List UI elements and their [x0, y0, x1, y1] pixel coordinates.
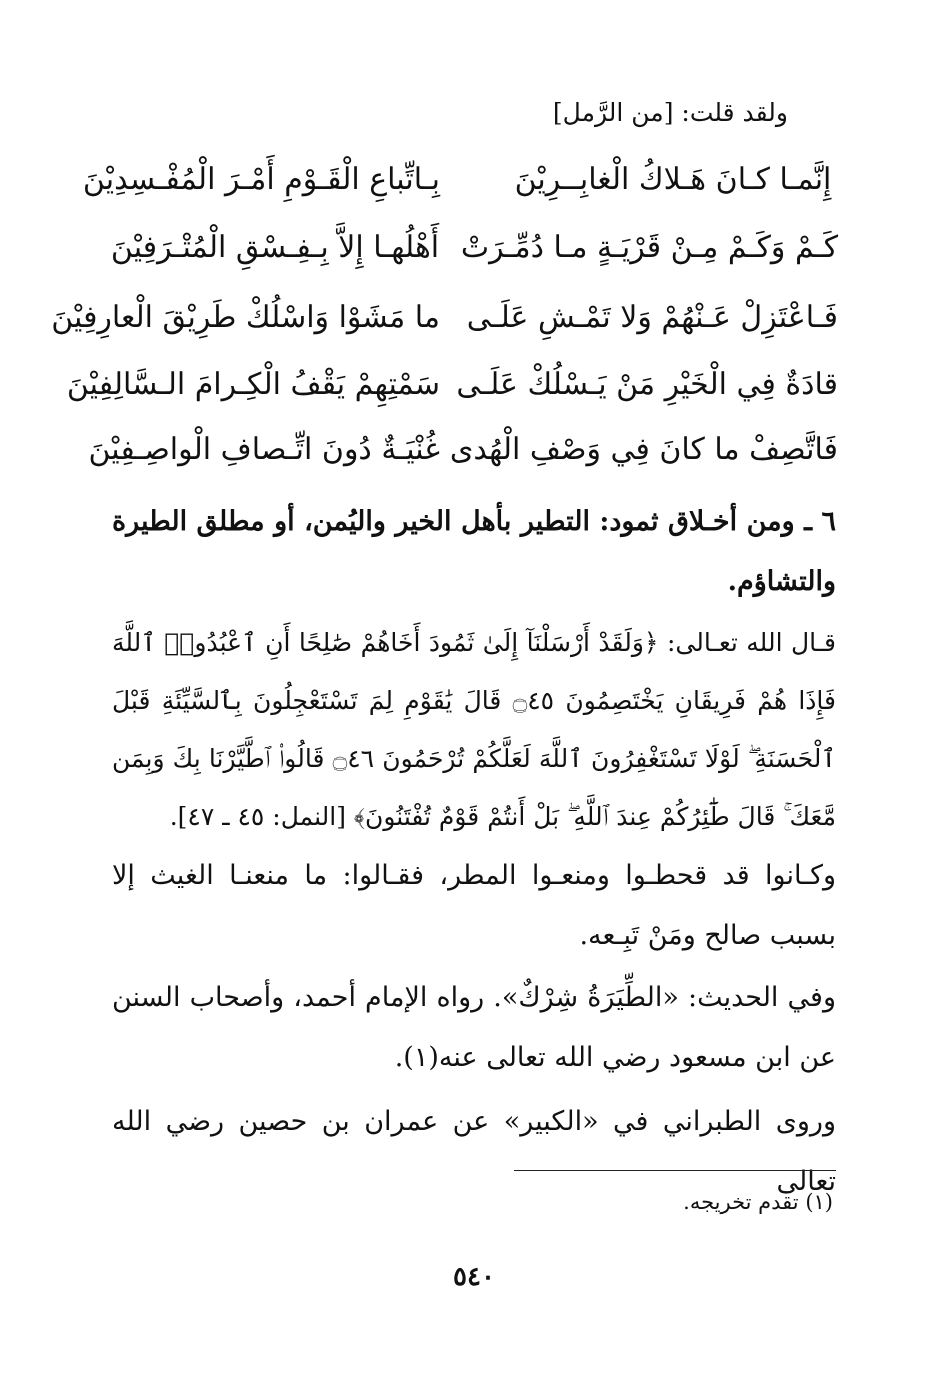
paragraph: وفي الحديث: «الطِّيَرَةُ شِرْكٌ». رواه الإمام أحمد، وأصحاب السنن عن ابن مسعود رضي الله تعالى عنه(١). [112, 982, 836, 1073]
footnote-separator [514, 1170, 836, 1171]
verse-second-hemistich: غُنْيَـةٌ دُونَ اتِّـصافِ الْواصِـفِيْنَ [88, 432, 440, 467]
verse-second-hemistich: بِـاتِّباعِ الْقَـوْمِ أَمْـرَ الْمُفْـسِدِيْنَ [82, 162, 440, 197]
verse-first-hemistich: إِنَّمـا كـانَ هَـلاكُ الْغابِــرِيْنَ [514, 162, 832, 197]
verse-first-hemistich: كَـمْ وَكَـمْ مِـنْ قَرْيَـةٍ مـا دُمِّـرَتْ [460, 230, 838, 265]
quran-passage [112, 614, 836, 846]
quran-intro: قـال الله تعـالى: [667, 628, 837, 657]
page-number: ٥٤٠ [453, 1262, 495, 1292]
verse-line [88, 420, 838, 480]
section-heading: ٦ ـ ومن أخـلاق ثمود: التطير بأهل الخير واليُمن، أو مطلق الطيرة والتشاؤم. [112, 506, 837, 597]
verse-line [51, 288, 838, 348]
verse-line [66, 355, 838, 415]
quran-verse: ﴿وَلَقَدْ أَرْسَلْنَآ إِلَىٰ ثَمُودَ أَخَاهُمْ صَٰلِحًا أَنِ ٱعْبُدُوا۟ ٱللَّهَ فَإِذَا هُمْ فَرِيقَانِ يَخْتَصِمُونَ ۝٤٥ قَالَ يَٰقَوْمِ لِمَ تَسْتَعْجِلُونَ بِٱلسَّيِّئَةِ قَبْلَ ٱلْحَسَنَةِ ۖ لَوْلَا تَسْتَغْفِرُونَ ٱللَّهَ لَعَلَّكُمْ تُرْحَمُونَ ۝٤٦ قَالُوا۟ ٱطَّيَّرْنَا بِكَ وَبِمَن مَّعَكَ ۚ قَالَ طَٰٓئِرُكُمْ عِندَ ٱللَّهِ ۖ بَلْ أَنتُمْ قَوْمٌ تُفْتَنُونَ﴾ [112, 628, 836, 831]
poem-intro: ولقد قلت: [من الرَّمل] [552, 98, 788, 127]
quran-reference: [النمل: ٤٥ ـ ٤٧]. [169, 802, 346, 831]
verse-line [82, 150, 838, 210]
footnote: (١) تقدم تخريجه. [683, 1190, 833, 1214]
verse-second-hemistich: ما مَشَوْا وَاسْلُكْ طَرِيْقَ الْعارِفِيْنَ [51, 300, 440, 335]
verse-first-hemistich: فَـاعْتَزِلْ عَـنْهُمْ وَلا تَمْـشِ عَلَـى [466, 300, 838, 335]
paragraph: وكـانوا قد قحطـوا ومنعـوا المطر، فقـالوا: ما منعنـا الغيث إلا بسبب صالح ومَنْ تَبِـعه. [112, 860, 836, 951]
verse-first-hemistich: قادَةٌ فِي الْخَيْرِ مَنْ يَـسْلُكْ عَلَـى [456, 367, 838, 402]
verse-second-hemistich: سَمْتِهِمْ يَقْفُ الْكِـرامَ الـسَّالِفِيْنَ [66, 367, 440, 402]
verse-second-hemistich: أَهْلُهـا إِلاَّ بِـفِـسْقِ الْمُتْـرَفِيْنَ [110, 230, 440, 265]
verse-first-hemistich: فَاتَّصِفْ ما كانَ فِي وَصْفِ الْهُدى [449, 432, 838, 467]
paragraph: وروى الطبراني في «الكبير» عن عمران بن حصين رضي الله تعالى [112, 1106, 836, 1197]
verse-line [110, 218, 838, 278]
